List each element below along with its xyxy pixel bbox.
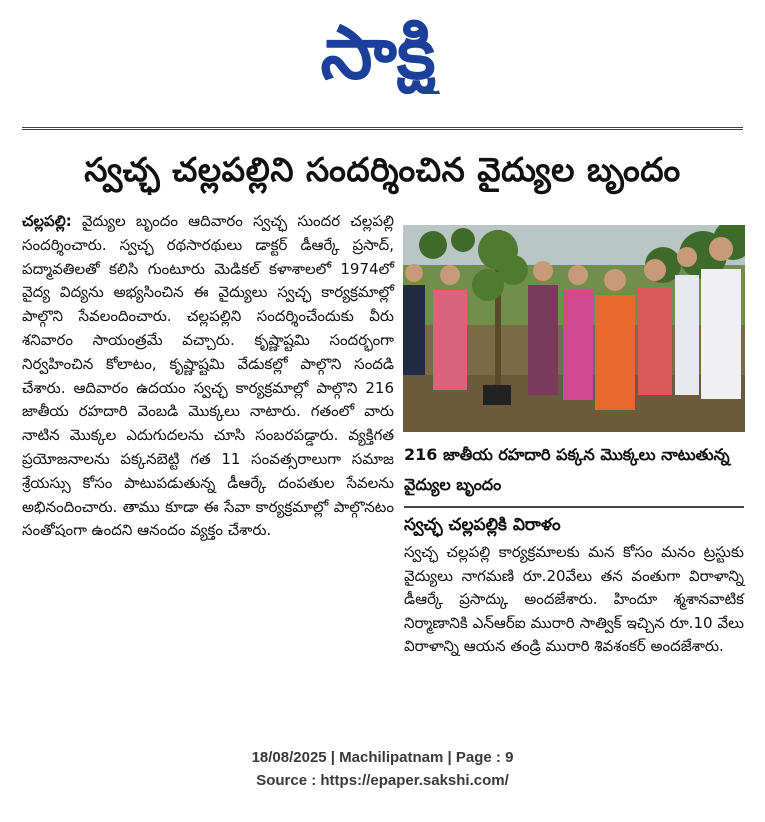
sakshi-logo bbox=[276, 8, 481, 94]
footer-date-edition: 18/08/2025 | Machilipatnam | Page : 9 bbox=[251, 749, 514, 766]
photo-caption: 216 జాతీయ రహదారి పక్కన మొక్కలు నాటుతున్న వైద్యుల బృందం bbox=[404, 440, 744, 508]
sidebar-heading: స్వచ్ఛ చల్లపల్లికి విరాళం bbox=[404, 515, 561, 535]
sidebar-body: స్వచ్ఛ చల్లపల్లి కార్యక్రమాలకు మన కోసం మనం ట్రస్టుకు వైద్యులు నాగమణి రూ.20వేలు తన వంతుగా విరాళాన్ని డీఆర్కే ప్రసాద్కు అందజేశారు. హిందూ శ్మశానవాటిక నిర్మాణానికి ఎన్ఆర్ఐ మురారి సాత్విక్ ఇచ్చిన రూ.10 వేలు విరాళాన్ని ఆయన తండ్రి మురారి శివశంకర్ అందజేశారు. bbox=[404, 543, 744, 656]
logo-text: సాక్షి bbox=[320, 10, 436, 94]
logo-graphic bbox=[276, 8, 481, 94]
footer-source: Source : https://epaper.sakshi.com/ bbox=[256, 772, 509, 789]
article-text: వైద్యుల బృందం ఆదివారం స్వచ్ఛ సుందర చల్లపల్లి సందర్శించారు. స్వచ్ఛ రథసారథులు డాక్టర్ డీఆర్కే ప్రసాద్, పద్మావతిలతో కలిసి గుంటూరు మెడికల్ కళాశాలలో 1974లో వైద్య విద్యను అభ్యసించిన ఈ వైద్యులు స్వచ్ఛ కార్యక్రమాల్లో పాల్గొని సేవలందించారు. చల్లపల్లిని సందర్శించేందుకు వీరు శనివారం సాయంత్రమే వచ్చారు. కృష్ణాష్టమి సందర్భంగా నిర్వహించిన కోలాటం, కృష్ణాష్టమి వేడుకల్లో పాల్గొని సందడి చేశారు. ఆదివారం ఉదయం స్వచ్ఛ కార్యక్రమాల్లో పాల్గొని 216 జాతీయ రహదారి వెంబడి మొక్కలు నాటారు. గతంలో వారు నాటిన మొక్కల ఎదుగుదలను చూసి సంబరపడ్డారు. వ్యక్తిగత ప్రయోజనాలను పక్కనబెట్టి గత 11 సంవత్సరాలుగా సమాజ శ్రేయస్సు కోసం పాటుపడుతున్న డీఆర్కే దంపతుల సేవలను అభినందించారు. తాము కూడా ఈ సేవా కార్యక్రమాల్లో పాల్గొనటం సంతోషంగా ఉందని ఆనందం వ్యక్తం చేశారు. bbox=[22, 212, 394, 540]
news-photo bbox=[403, 225, 745, 432]
headline: స్వచ్ఛ చల్లపల్లిని సందర్శించిన వైద్యుల బృందం bbox=[84, 150, 681, 189]
photo-graphic bbox=[403, 225, 745, 432]
article-body bbox=[22, 210, 394, 543]
masthead-divider bbox=[22, 127, 743, 130]
dateline: చల్లపల్లి: bbox=[22, 212, 72, 230]
